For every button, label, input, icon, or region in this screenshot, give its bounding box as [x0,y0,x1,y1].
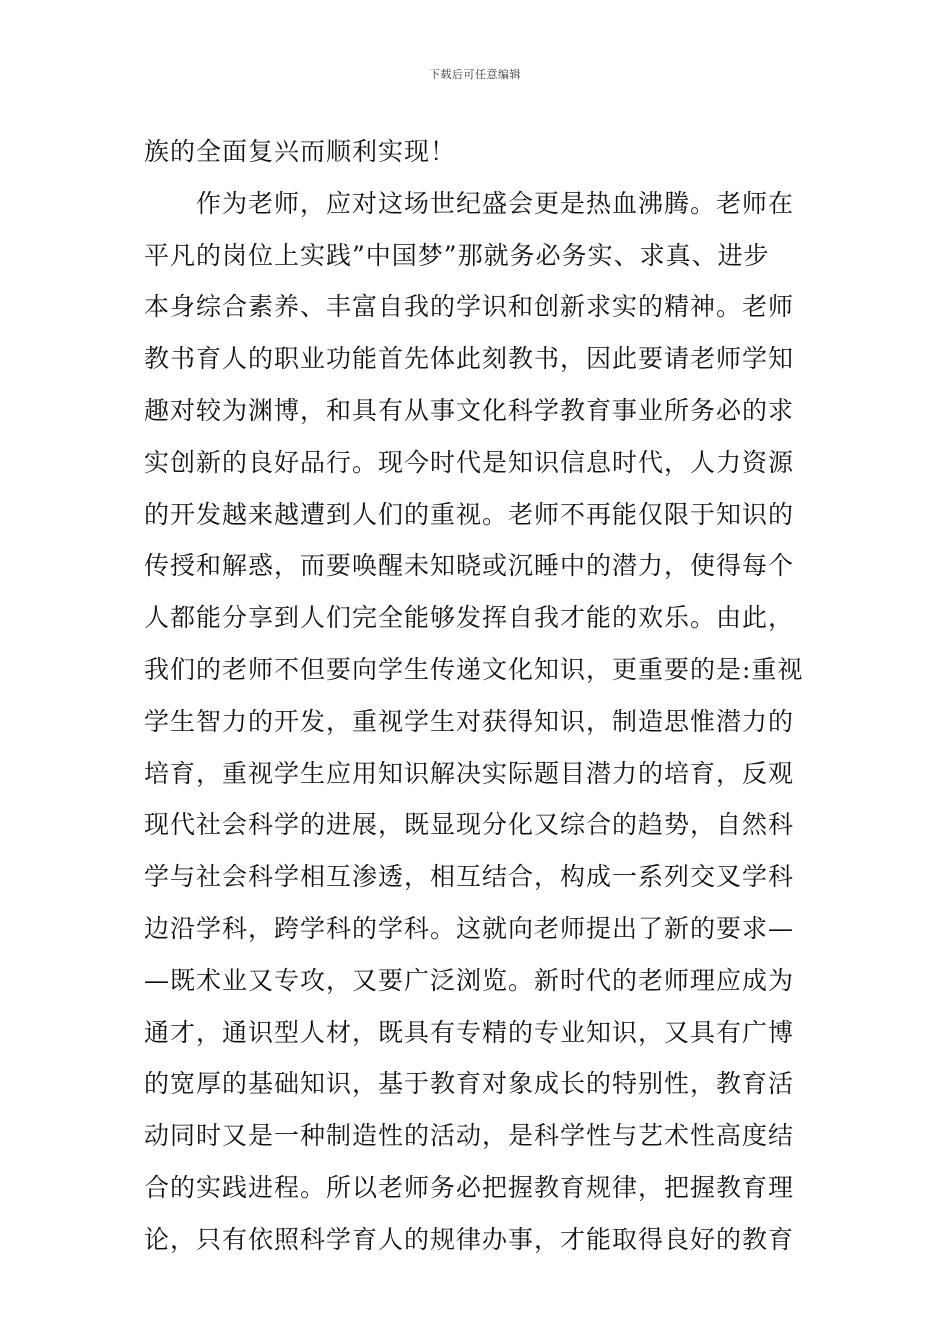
text-line: 培育，重视学生应用知识解决实际题目潜力的培育，反观 [144,758,795,788]
text-line: 的开发越来越遭到人们的重视。老师不再能仅限于知识的 [144,499,795,529]
text-line: 现代社会科学的进展，既显现分化又综合的趋势，自然科 [144,810,795,840]
text-line: 我们的老师不但要向学生传递文化知识，更重要的是:重视 [144,654,804,684]
text-line: 趣对较为渊博，和具有从事文化科学教育事业所务必的求 [144,395,795,425]
text-line: 平凡的岗位上实践”中国梦”那就务必务实、求真、进步 [144,240,770,270]
text-line: 人都能分享到人们完全能够发挥自我才能的欢乐。由此， [144,603,795,633]
page-header: 下载后可任意编辑 [429,68,521,81]
text-line: 合的实践进程。所以老师务必把握教育规律，把握教育理 [144,1172,795,1202]
text-line: 实创新的良好品行。现今时代是知识信息时代，人力资源 [144,447,795,477]
text-line: —既术业又专攻，又要广泛浏览。新时代的老师理应成为 [144,965,795,995]
text-line: 通才，通识型人材，既具有专精的专业知识，又具有广博 [144,1017,795,1047]
text-line: 边沿学科，跨学科的学科。这就向老师提出了新的要求— [144,913,795,943]
text-line: 动同时又是一种制造性的活动，是科学性与艺术性高度结 [144,1121,795,1151]
text-line: 学与社会科学相互渗透，相互结合，构成一系列交叉学科 [144,862,795,892]
text-line: 的宽厚的基础知识，基于教育对象成长的特别性，教育活 [144,1069,795,1099]
body-text [144,126,814,1266]
text-line: 族的全面复兴而顺利实现！ [144,137,457,166]
text-line: 论，只有依照科学育人的规律办事，才能取得良好的教育 [144,1224,795,1254]
text-line: 传授和解惑，而要唤醒未知晓或沉睡中的潜力，使得每个 [144,551,795,581]
text-line: 作为老师，应对这场世纪盛会更是热血沸腾。老师在 [144,188,795,218]
text-line: 本身综合素养、丰富自我的学识和创新求实的精神。老师 [144,292,795,322]
text-line: 教书育人的职业功能首先体此刻教书，因此要请老师学知 [144,344,795,374]
text-line: 学生智力的开发，重视学生对获得知识，制造思惟潜力的 [144,706,795,736]
